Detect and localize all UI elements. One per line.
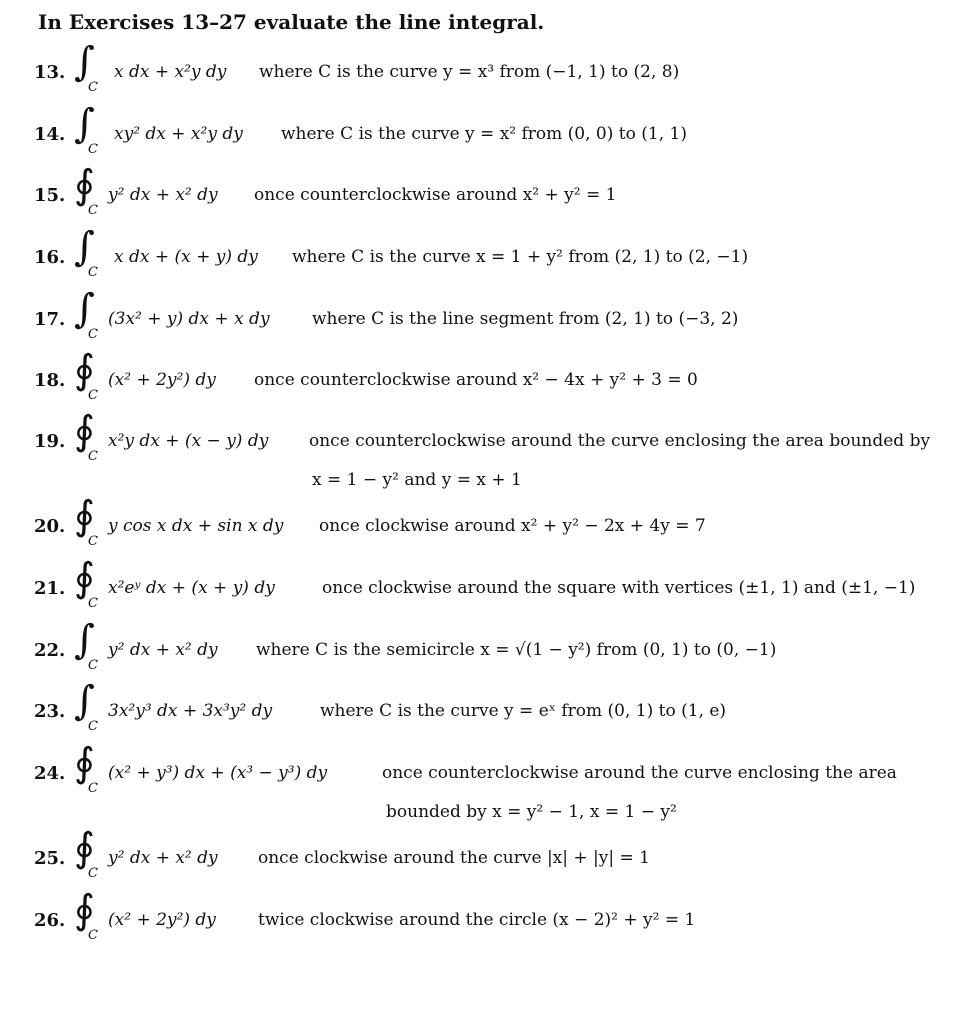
exercise-23 <box>34 678 959 747</box>
exercise-description: once clockwise around the square with vertices (±1, 1) and (±1, −1) <box>322 578 916 598</box>
exercise-number: 21. <box>34 578 66 599</box>
contour-integral-sign: ∮ C <box>74 825 98 881</box>
exercise-22 <box>34 617 959 686</box>
integral-sign: ∫ C <box>74 39 98 95</box>
exercise-description-continued: bounded by x = y² − 1, x = 1 − y² <box>386 802 677 822</box>
exercise-14 <box>34 101 959 170</box>
contour-integral-sign: ∮ C <box>74 493 98 549</box>
integrand: x²y dx + (x − y) dy <box>108 431 269 451</box>
exercise-description-continued: x = 1 − y² and y = x + 1 <box>312 470 522 490</box>
integral-sign: ∫ C <box>74 286 98 342</box>
exercise-number: 18. <box>34 370 66 391</box>
exercise-17 <box>34 286 959 355</box>
exercise-number: 17. <box>34 309 66 330</box>
integrand: y cos x dx + sin x dy <box>108 516 284 536</box>
exercise-description: once counterclockwise around the curve enclosing the area bounded by <box>309 431 931 451</box>
integrand: y² dx + x² dy <box>108 640 218 660</box>
exercise-20 <box>34 493 959 562</box>
exercise-number: 22. <box>34 640 66 661</box>
exercise-description: twice clockwise around the circle (x − 2)² + y² = 1 <box>258 910 696 930</box>
exercise-number: 26. <box>34 910 66 931</box>
exercise-number: 19. <box>34 431 66 452</box>
exercise-number: 24. <box>34 763 66 784</box>
exercise-description: where C is the line segment from (2, 1) to (−3, 2) <box>312 309 739 329</box>
exercise-description: once counterclockwise around x² + y² = 1 <box>254 185 617 205</box>
exercise-description: once clockwise around x² + y² − 2x + 4y = 7 <box>319 516 706 536</box>
exercise-number: 15. <box>34 185 66 206</box>
exercise-number: 16. <box>34 247 66 268</box>
exercise-25 <box>34 825 959 894</box>
contour-integral-sign: ∮ C <box>74 887 98 943</box>
integrand: (3x² + y) dx + x dy <box>108 309 270 329</box>
exercise-description: where C is the curve x = 1 + y² from (2, 1) to (2, −1) <box>292 247 749 267</box>
contour-integral-sign: ∮ C <box>74 740 98 796</box>
exercise-description: where C is the curve y = x² from (0, 0) to (1, 1) <box>281 124 687 144</box>
integrand: (x² + y³) dx + (x³ − y³) dy <box>108 763 328 783</box>
integral-sign: ∫ C <box>74 101 98 157</box>
exercise-number: 13. <box>34 62 66 83</box>
exercise-description: where C is the curve y = x³ from (−1, 1) to (2, 8) <box>259 62 680 82</box>
contour-integral-sign: ∮ C <box>74 347 98 403</box>
exercise-description: once counterclockwise around x² − 4x + y² + 3 = 0 <box>254 370 698 390</box>
exercise-16 <box>34 224 959 293</box>
exercise-description: where C is the curve y = eˣ from (0, 1) to (1, e) <box>320 701 727 721</box>
exercise-13 <box>34 39 959 108</box>
contour-integral-sign: ∮ C <box>74 408 98 464</box>
exercise-number: 23. <box>34 701 66 722</box>
exercise-number: 14. <box>34 124 66 145</box>
contour-integral-sign: ∮ C <box>74 555 98 611</box>
integrand: x dx + (x + y) dy <box>114 247 258 267</box>
integrand: (x² + 2y²) dy <box>108 910 216 930</box>
exercise-24 <box>34 740 959 829</box>
integrand: xy² dx + x²y dy <box>114 124 243 144</box>
integrand: x²eʸ dx + (x + y) dy <box>108 578 275 598</box>
exercise-19 <box>34 408 959 497</box>
integrand: x dx + x²y dy <box>114 62 227 82</box>
exercise-26 <box>34 887 959 956</box>
integral-sign: ∫ C <box>74 617 98 673</box>
contour-integral-sign: ∮ C <box>74 162 98 218</box>
section-heading: In Exercises 13–27 evaluate the line integral. <box>38 10 545 34</box>
exercise-18 <box>34 347 959 416</box>
exercise-description: once clockwise around the curve |x| + |y| = 1 <box>258 848 650 868</box>
exercise-15 <box>34 162 959 231</box>
integrand: (x² + 2y²) dy <box>108 370 216 390</box>
exercise-number: 25. <box>34 848 66 869</box>
exercise-description: where C is the semicircle x = √(1 − y²) from (0, 1) to (0, −1) <box>256 640 777 660</box>
integrand: y² dx + x² dy <box>108 185 218 205</box>
integrand: 3x²y³ dx + 3x³y² dy <box>108 701 273 721</box>
exercise-21 <box>34 555 959 624</box>
exercise-description: once counterclockwise around the curve enclosing the area <box>382 763 897 783</box>
integrand: y² dx + x² dy <box>108 848 218 868</box>
integral-sign: ∫ C <box>74 678 98 734</box>
integral-sign: ∫ C <box>74 224 98 280</box>
exercise-number: 20. <box>34 516 66 537</box>
